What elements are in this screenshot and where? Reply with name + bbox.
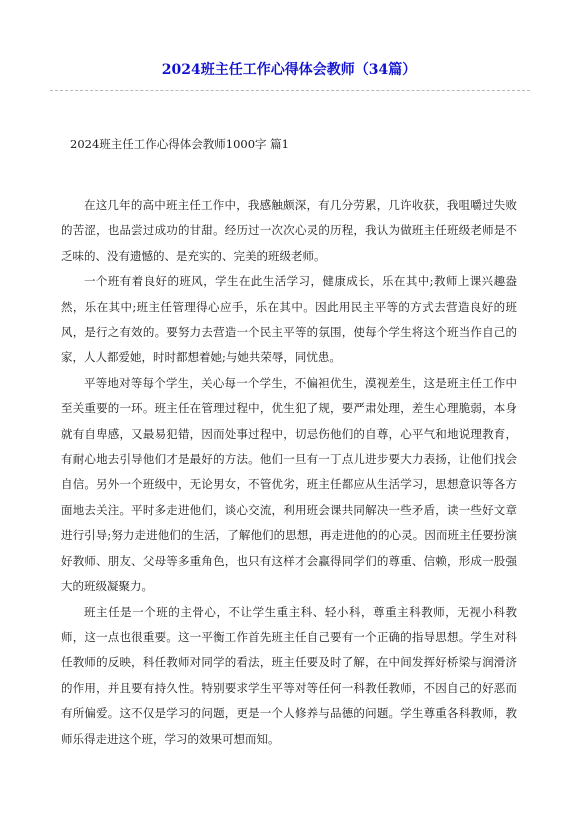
document-title: 2024班主任工作心得体会教师（34篇） (161, 62, 417, 78)
body-text (61, 193, 517, 752)
paragraph-1: 在这几年的高中班主任工作中，我感触颇深，有几分劳累，几许收获，我咀嚼过失败的苦涩，也品尝过成功的甘甜。经历过一次次心灵的历程，我认为做班主任班级老师是不乏味的、没有遗憾的、是充实的、完美的班级老师。 (61, 198, 517, 263)
title-divider (50, 90, 530, 91)
paragraph-4: 班主任是一个班的主骨心，不让学生重主科、轻小科，尊重主科教师，无视小科教师，这一点也很重要。这一平衡工作首先班主任自己要有一个正确的指导思想。学生对科任教师的反映，科任教师对同学的看法，班主任要及时了解，在中间发挥好桥梁与润滑济的作用，并且要有持久性。特别要求学生平等对等任何一科教任教师，不因自己的好恶而有所偏爱。这不仅是学习的问题，更是一个人修养与品德的问题。学生尊重各科教师，教师乐得走进这个班，学习的效果可想而知。 (61, 604, 517, 746)
paragraph-2: 一个班有着良好的班风，学生在此生活学习，健康成长，乐在其中;教师上课兴趣盎然，乐在其中;班主任管理得心应手，乐在其中。因此用民主平等的方式去营造良好的班风，是行之有效的。要努力去营造一个民主平等的氛围，使每个学生将这个班当作自己的家，人人都爱她，时时都想着她;与她共荣辱，同忧患。 (61, 274, 517, 365)
paragraph-3: 平等地对等每个学生，关心每一个学生，不偏袒优生，漠视差生，这是班主任工作中至关重要的一环。班主任在管理过程中，优生犯了规，要严肃处理，差生心理脆弱，本身就有自卑感，又最易犯错，因而处事过程中，切忌伤他们的自尊，心平气和地说理教育，有耐心地去引导他们才是最好的方法。他们一旦有一丁点儿进步要大力表扬，让他们找会自信。另外一个班级中，无论男女，不管优劣，班主任都应从生活学习，思想意识等各方面地去关注。平时多走进他们，谈心交流，利用班会课共同解决一些矛盾，读一些好文章进行引导;努力走进他们的生活，了解他们的思想，再走进他的的心灵。因而班主任要扮演好教师、朋友、父母等多重角色，也只有这样才会赢得同学们的尊重、信赖，形成一股强大的班级凝聚力。 (61, 375, 517, 594)
section-heading: 2024班主任工作心得体会教师1000字 篇1 (70, 137, 290, 151)
